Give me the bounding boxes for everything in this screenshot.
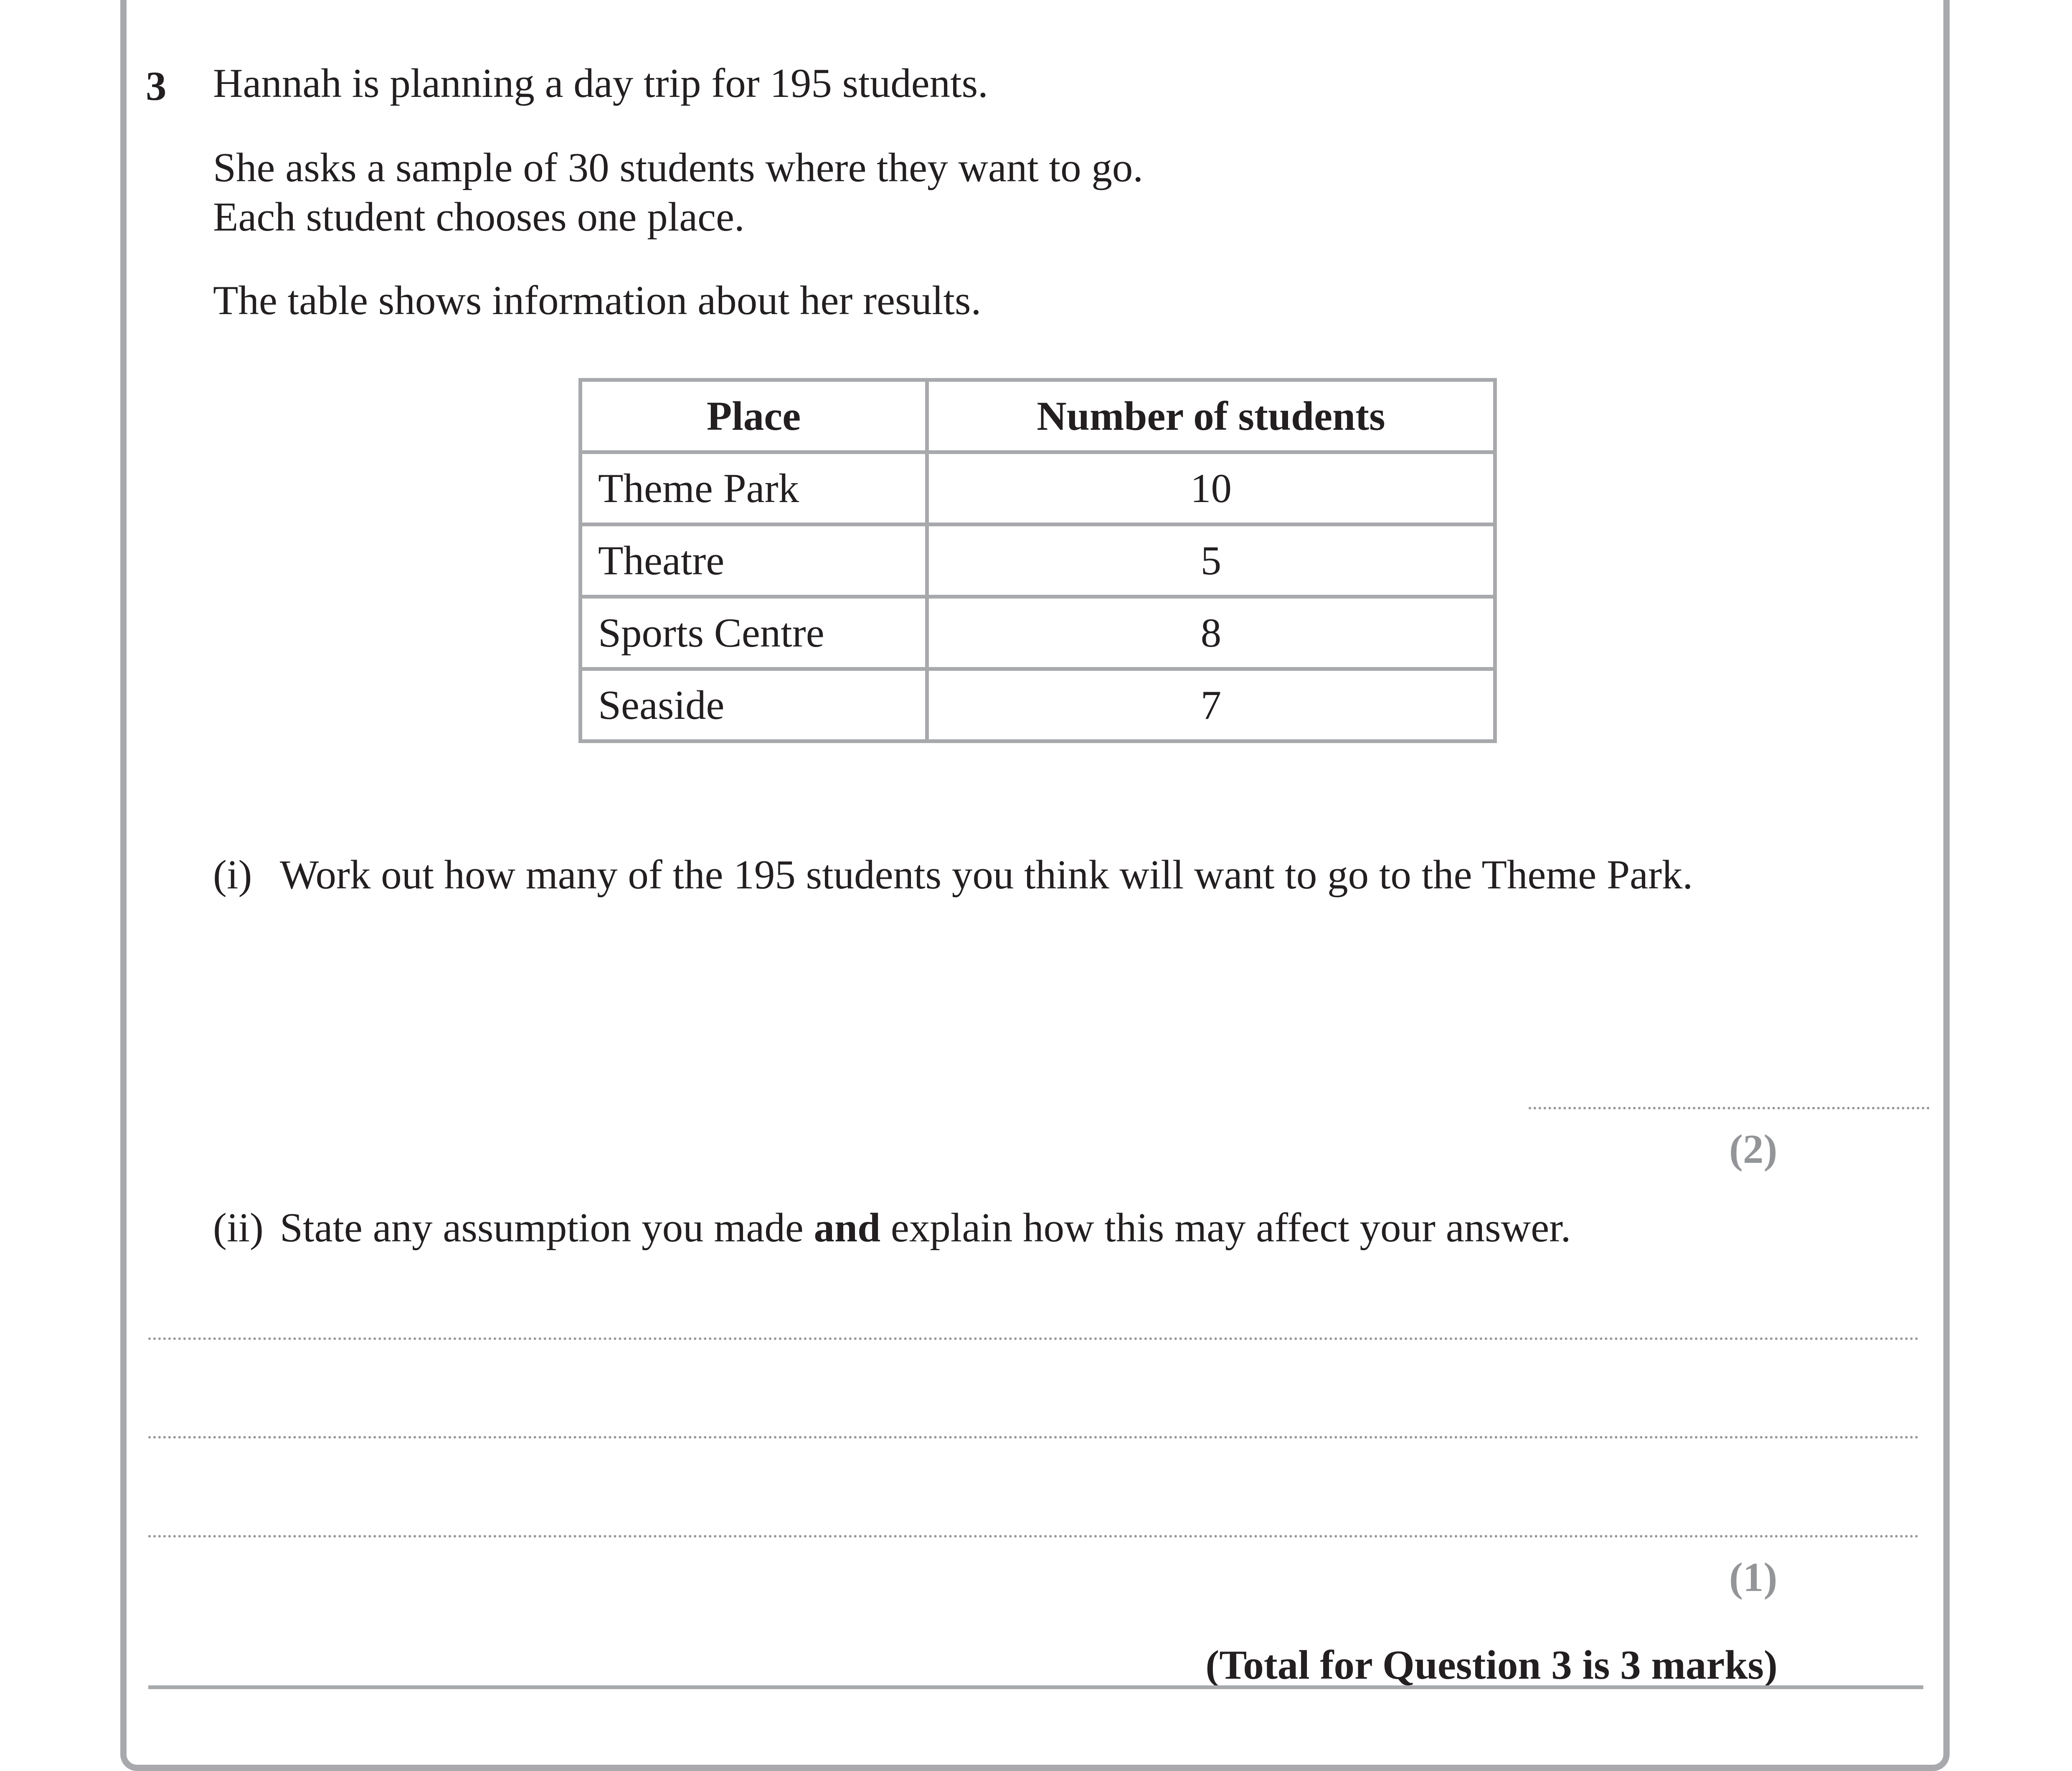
- part-ii-text-bold: and: [814, 1205, 881, 1251]
- cell-count: 10: [927, 452, 1495, 525]
- total-rule: [148, 1685, 1923, 1689]
- cell-place: Seaside: [581, 669, 927, 741]
- question-para2-line1: She asks a sample of 30 students where they want to go.: [213, 145, 1144, 190]
- part-i-answer-line[interactable]: [1529, 1107, 1930, 1109]
- part-ii-text: [280, 1205, 1571, 1251]
- cell-place: Sports Centre: [581, 597, 927, 669]
- part-ii-text-after: explain how this may affect your answer.: [890, 1205, 1571, 1251]
- cell-count: 8: [927, 597, 1495, 669]
- part-ii-label: (ii): [213, 1205, 264, 1251]
- question-para2-line2: Each student chooses one place.: [213, 194, 745, 240]
- part-ii-text-before: State any assumption you made: [280, 1205, 804, 1251]
- table-row: [581, 669, 1495, 741]
- question-para3: The table shows information about her results.: [213, 278, 981, 323]
- part-i-marks: (2): [1729, 1127, 1778, 1172]
- cell-place: Theme Park: [581, 452, 927, 525]
- part-ii-marks: (1): [1729, 1555, 1778, 1600]
- question-intro: Hannah is planning a day trip for 195 students.: [213, 61, 988, 106]
- part-ii-answer-line-3[interactable]: [148, 1535, 1919, 1538]
- cell-count: 7: [927, 669, 1495, 741]
- table-row: [581, 525, 1495, 597]
- part-ii-answer-line-1[interactable]: [148, 1337, 1919, 1340]
- header-number-of-students: Number of students: [927, 380, 1495, 452]
- cell-count: 5: [927, 525, 1495, 597]
- cell-place: Theatre: [581, 525, 927, 597]
- question-number: 3: [146, 63, 167, 109]
- part-i-label: (i): [213, 852, 252, 898]
- table-row: [581, 597, 1495, 669]
- table-row: [581, 452, 1495, 525]
- part-ii-answer-line-2[interactable]: [148, 1436, 1919, 1439]
- part-i-text: Work out how many of the 195 students you think will want to go to the Theme Park.: [280, 852, 1693, 898]
- header-place: Place: [581, 380, 927, 452]
- question-total: (Total for Question 3 is 3 marks): [1205, 1642, 1778, 1688]
- results-table: [578, 378, 1497, 743]
- table-header-row: [581, 380, 1495, 452]
